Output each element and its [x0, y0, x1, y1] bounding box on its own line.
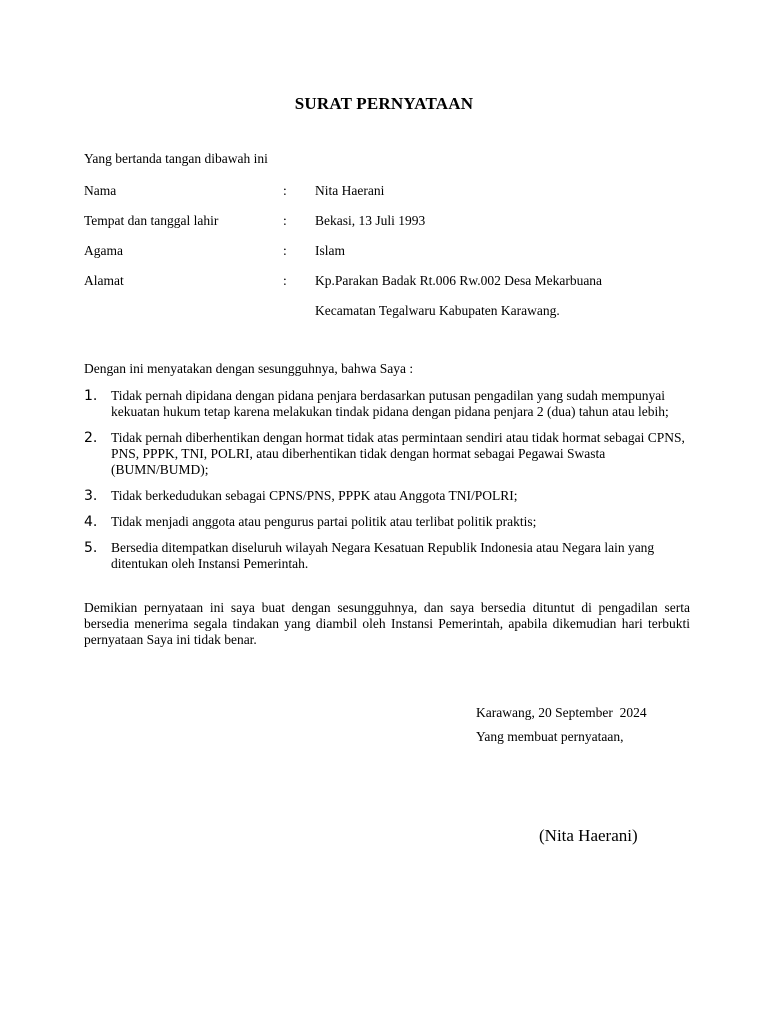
field-colon: : [283, 213, 287, 228]
closing-paragraph: Demikian pernyataan ini saya buat dengan sesungguhnya, dan saya bersedia dituntut di pengadilan serta bersedia menerima segala tindakan yang diambil oleh Instansi Pemerintah, apabila dikemudian hari terbukti pernyataan Saya ini tidak benar. [84, 600, 690, 647]
field-value: Kp.Parakan Badak Rt.006 Rw.002 Desa Mekarbuana [315, 273, 603, 288]
item-text: Tidak menjadi anggota atau pengurus partai politik atau terlibat politik praktis; [111, 514, 537, 529]
field-value: Bekasi, 13 Juli 1993 [315, 213, 426, 228]
field-name [84, 183, 704, 203]
field-label: Tempat dan tanggal lahir [84, 213, 219, 228]
field-value: Islam [315, 243, 345, 258]
field-label: Agama [84, 243, 123, 258]
item-number: 1. [84, 388, 98, 404]
item-number: 5. [84, 540, 98, 556]
list-item [84, 430, 694, 478]
field-value: Nita Haerani [315, 183, 385, 198]
field-label: Nama [84, 183, 117, 198]
statement-list [84, 388, 694, 582]
field-colon: : [283, 183, 287, 198]
maker-label: Yang membuat pernyataan, [476, 729, 624, 744]
item-text: Tidak pernah dipidana dengan pidana penjara berdasarkan putusan pengadilan yang sudah mempunyai kekuatan hukum tetap karena melakukan tindak pidana dengan pidana penjara 2 (dua) tahun atau lebih; [111, 388, 669, 419]
field-address-continued [84, 303, 704, 323]
item-number: 4. [84, 514, 98, 530]
field-value: Kecamatan Tegalwaru Kabupaten Karawang. [315, 303, 560, 318]
field-label: Alamat [84, 273, 124, 288]
field-address [84, 273, 704, 293]
document-title: SURAT PERNYATAAN [294, 94, 474, 113]
list-item [84, 540, 694, 572]
declaration-intro: Dengan ini menyatakan dengan sesungguhnya, bahwa Saya : [84, 361, 414, 376]
item-text: Tidak pernah diberhentikan dengan hormat tidak atas permintaan sendiri atau tidak hormat sebagai CPNS, PNS, PPPK, TNI, POLRI, atau diberhentikan tidak dengan hormat sebagai Pegawai Swasta (BUMN/BUMD); [111, 430, 685, 477]
place-date: Karawang, 20 September 2024 [476, 705, 647, 720]
item-number: 2. [84, 430, 98, 446]
item-text: Tidak berkedudukan sebagai CPNS/PNS, PPPK atau Anggota TNI/POLRI; [111, 488, 518, 503]
field-colon: : [283, 273, 287, 288]
field-colon: : [283, 243, 287, 258]
list-item [84, 388, 694, 420]
list-item [84, 514, 694, 530]
signer-name: (Nita Haerani) [539, 826, 638, 845]
field-birth [84, 213, 704, 233]
item-text: Bersedia ditempatkan diseluruh wilayah Negara Kesatuan Republik Indonesia atau Negara lain yang ditentukan oleh Instansi Pemerintah. [111, 540, 655, 571]
item-number: 3. [84, 488, 98, 504]
list-item [84, 488, 694, 504]
intro-text: Yang bertanda tangan dibawah ini [84, 151, 268, 166]
field-religion [84, 243, 704, 263]
